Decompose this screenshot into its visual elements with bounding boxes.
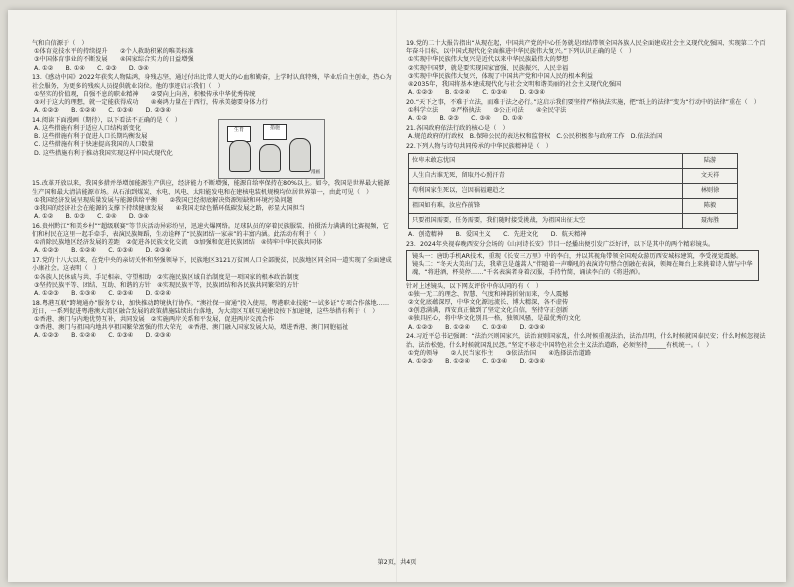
cartoon-sign-right: 措施 [263, 124, 287, 140]
quote-cell: 人生自古谁无死，留取丹心照汗青 [409, 169, 683, 184]
answer-choices: A. ①②③ B. ①②④ C. ①③④ D. ②③④ [34, 332, 171, 340]
option: ①坚实的价值观，自强不息的职业精神 ②要向上向善，积极传承中华优秀传统 [34, 90, 256, 98]
question-13 [32, 74, 392, 115]
quote-cell: 祖国如有难，汝应作前锋 [409, 199, 683, 214]
author-cell: 陈毅 [683, 199, 738, 214]
question-14-text [32, 117, 212, 179]
question-stem: 13.《感动中国》2022年获奖人物陆鸿，身残志坚，通过付出比常人更大的心血和勤奋，上学时认真特殊，毕业后自主创业，热心为社会服务，为更多的残疾人员提供就业岗位。他的事迹启示我们（ ） [32, 74, 392, 90]
answer-choices: A. ①② B. ①③ C. ②④ D. ③④ [34, 213, 149, 221]
question-21 [406, 125, 766, 141]
option: ①独一无二的理念、智慧、气度和神韵折射而来，令人震撼 [408, 290, 569, 298]
option: ①香港、澳门与内地优势互补，共同发展 ②实施两岸关系和平发展，促进两岸交流合作 [34, 316, 275, 324]
question-stem: 16.贵州黔江“和美乡村”“超级联赛”等节庆活动异彩纷呈，迅速火爆网络。足球队员的穿着民族服装、拍摄活力满满的比赛视频，它们和村民在这里一起手牵手，表演民族舞蹈，生动诠释了“民族团结一家亲”的丰富内涵。此活动有利于（ ） [32, 222, 389, 239]
cartoon-caption: 漫画 [311, 169, 320, 175]
question-stem: 17.党的十八大以来，在党中央的亲切关怀和坚强领导下，民族地区3121万贫困人口全部脱贫，民族地区同全国一道实现了全面建成小康社会。这表明（ ） [32, 257, 392, 273]
question-stem: 21.各国政府依法行政的核心是（ ） [406, 125, 509, 133]
page-footer: 第2页，共4页 [377, 559, 417, 566]
question-16 [32, 223, 392, 256]
option: C. 这些措施有利于快速提高我国的人口数量 [34, 141, 154, 149]
option: A. 这些措施有利于适应人口结构新变化 [34, 125, 142, 133]
answer-choices: A. ①② B. ①④ C. ②③ D. ③④ [34, 64, 149, 72]
question-23 [406, 241, 766, 332]
option: A．创造精神 B．爱国主义 C．先进文化 D．航天精神 [408, 231, 587, 239]
answer-choices: A. ①②③ B. ①③④ C. ②③④ D. ①②④ [34, 289, 171, 297]
exam-sheet [8, 10, 786, 582]
option: D. 这些措施有利于推动我国实现这样中国式现代化 [34, 149, 173, 157]
option: B. 这些措施有利于促进人口长期均衡发展 [34, 133, 148, 141]
question-19 [406, 40, 766, 97]
cartoon-figure-icon [229, 140, 251, 172]
answer-choices: A. ①②③ B. ①②④ C. ①③④ D. ②③④ [34, 247, 171, 255]
option: ①党的领导 ②人民当家作主 ③依法治国 ④选择法治道路 [408, 349, 592, 357]
option: ③坚持民族平等、团结、互助、和谐的方针 ④实现民族平等，民族团结和各民族共同繁荣的方针 [34, 281, 299, 289]
option: ①科学立法 ②严格执法 ③公正司法 ④全民守法 [408, 107, 567, 115]
author-cell: 陆游 [683, 154, 738, 169]
option: ③香港、澳门与祖国内地共享祖国繁荣富强的伟大荣光 ④香港、澳门融入国家发展大局，增进香港、澳门同胞福祉 [34, 324, 349, 332]
page-fold [396, 10, 397, 582]
question-stem: 14.阅读下面漫画（期待），以下看法不正确的是（ ） [32, 116, 182, 124]
cartoon-figure-icon [259, 144, 281, 172]
option: ③中国体育事业的不断发展 ④国家综合实力的日益增强 [34, 56, 194, 64]
cartoon-figure-icon [289, 138, 311, 172]
option: A.规范政府的行政权 B.保障公民的表达权和监督权 C.公民积极参与政府工作 D.依法治国 [408, 133, 663, 141]
question-stem: 20.“天下之事，不难于立法，而难于法之必行。”这启示我们要坚持严格执法实施，把“纸上的法律”变为“行动中的法律”重在（ ） [406, 98, 760, 106]
table-row [409, 154, 738, 169]
table-row [409, 199, 738, 214]
question-stem: 15.改革开放以来，我国多措并举增加能源生产供应，经济能力不断增强，能源自给率保持在80%以上。如今，我国是世界最大能源生产国和最大清洁能源市场。从石油到煤炭、水电、风电、太阳能发电和在建核电装机规模均位居世界第一，由此可见（ ） [32, 180, 390, 196]
author-cell: 林则徐 [683, 184, 738, 199]
material-box [406, 250, 759, 281]
option: ②实现中国梦，就是要实现国家富强、民族振兴、人民幸福 [408, 64, 569, 72]
question-14 [32, 117, 392, 179]
question-13-tail [32, 40, 392, 73]
option: ③我国的经济社会在能源的支撑下持续健康发展 ④我国走绿色循环低碳发展之路，彰显大国担当 [34, 204, 305, 212]
option: ①各族人民休戚与共、手足相亲、守望相助 ②实施民族区域自治制度是一项国家的根本政治制度 [34, 273, 299, 281]
option: ③实现中华民族伟大复兴，体现了中国共产党和中国人民的根本利益 [408, 72, 593, 80]
option: ④2035年，我国将基本建成现代化与社会文明和谐美丽的社会主义现代化强国 [408, 81, 622, 89]
question-sub-stem: 针对上述镜头，以下网友评价中你认同的有（ ） [406, 282, 543, 290]
question-18 [32, 300, 392, 341]
option: ③创意满满，西安真正做到了坚定文化自信，坚持守正创新 [408, 307, 569, 315]
answer-choices: A. ①② B. ②③ C. ③④ D. ①④ [408, 115, 523, 123]
answer-choices: A. ①②③ B. ①②④ C. ①③④ D. ②③④ [408, 89, 545, 97]
right-column [406, 40, 766, 368]
option: ①实现中华民族伟大复兴是近代以来中华民族最伟大的梦想 [408, 56, 569, 64]
author-cell: 聂海胜 [683, 214, 738, 229]
question-stem: 气和自信源于（ ） [32, 40, 88, 47]
question-stem: 18.粤港互联“跨境通办”服务专业，加快推动跨境执行协作。“澳社保一窗通”投入使用，粤港职业技能“一试多证”专项合作落地……近日，一系列促进粤港澳大湾区融合发展的政策措施陆续出台落地，为大湾区互联互通建设按下加速键，这些举措有利于（ ） [32, 299, 390, 315]
option: ③对于这大的理想，就一定能获得成功 ④奏鸿力量在于西行，传承美德要身体力行 [34, 98, 268, 106]
answer-choices: A. ①②③ B. ①②④ C. ①③④ D. ②③④ [408, 323, 545, 331]
question-17 [32, 257, 392, 298]
table-row [409, 214, 738, 229]
table-row [409, 169, 738, 184]
material-line: 镜头二：“冬天大美出门去，我辈岂是蓬蒿人”伴随着一声嘶吼的表演诗句整合创融在表演，领舞在舞台上来挑着诗人情与中华魂，“将进酒，杯莫停……”千名表演者身着汉服，手持竹简，诵读李白的《将进酒》。 [412, 261, 753, 277]
option: ②文化底蕴深厚，中华文化源远流长、博大精深，各不虚传 [408, 299, 569, 307]
question-15 [32, 180, 392, 221]
answer-choices: A. ①②③ B. ①②④ C. ①③④ D. ②③④ [34, 107, 171, 115]
question-stem: 22.下列人物与诗句共同传承的中华民族精神是（ ） [406, 142, 552, 150]
option: ①体育竞技水平的持续提升 ②个人救助积累的唯美标准 [34, 48, 194, 56]
material-line: 镜头一：唐助手机AR技术，重现《长安三万里》中的李白，并以其视角带领全国观众游历西安城标建筑，李受视觉震撼。 [412, 253, 743, 261]
question-stem: 19.党的二十大报告指出“从现在起，中国共产党的中心任务就是团结带领全国各族人民全面建成社会主义现代化强国、实现第二个百年奋斗目标，以中国式现代化全面推进中华民族伟大复兴。”下列认识正确的是（ ） [406, 40, 766, 56]
quote-cell: 位卑未敢忘忧国 [409, 154, 683, 169]
question-22 [406, 143, 766, 239]
left-column [32, 40, 392, 342]
quote-cell: 只要祖国需要，任务需要，我们随时接受挑战，为祖国出征太空 [409, 214, 683, 229]
answer-choices: A. ①②③ B. ①②④ C. ①③④ D. ②③④ [408, 357, 545, 365]
question-stem: 23．2024年央视春晚西安分会场的《山河诗长安》节目一经播出便引发广泛好评，以下是其中的两个精彩镜头。 [406, 240, 715, 248]
author-cell: 文天祥 [683, 169, 738, 184]
option: ④独具匠心，将中华文化别具一格，独领风骚，是最优秀的文化 [408, 315, 581, 323]
quote-table [408, 153, 738, 229]
table-row [409, 184, 738, 199]
cartoon-sign-left: 生育 [227, 126, 251, 142]
cartoon-illustration [218, 119, 325, 179]
option: ①消除民族地区经济发展的差距 ②促进各民族文化交流 ③加强和促进民族团结 ④铸牢中华民族共同体 [34, 239, 323, 247]
question-20 [406, 99, 766, 124]
option: ①我国经济发展呈现质量发展与能源供给平衡 ②我国已经彻底解决资源短缺和环境污染问题 [34, 196, 293, 204]
question-24 [406, 333, 766, 366]
question-stem: 24.习近平总书记强调：“法治兴则国家兴，法治衰则国家乱，什么时候重视法治，法治昌明，什么时候就国泰民安；什么时候忽视法治、法治松弛，什么时候就国乱民怨。”坚定不移走中国特色社会主义法治道路，必须坚持______有机统一。（ ） [406, 333, 766, 349]
quote-cell: 苟利国家生死以，岂因祸福避趋之 [409, 184, 683, 199]
